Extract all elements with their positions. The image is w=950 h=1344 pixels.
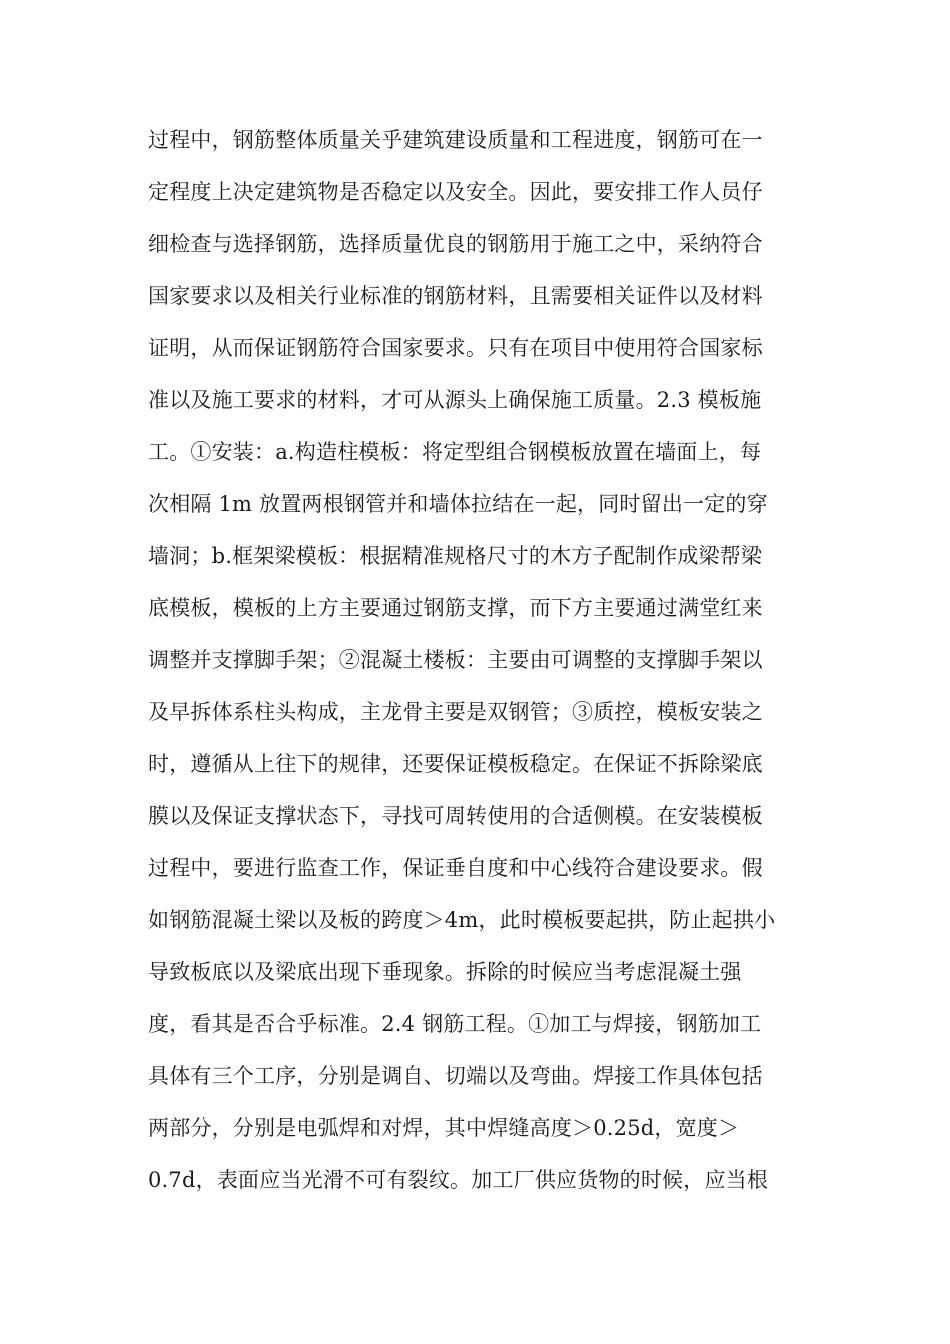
text-line: 底模板，模板的上方主要通过钢筋支撑，而下方主要通过满堂红来 bbox=[148, 596, 763, 620]
text-line: 具体有三个工序，分别是调自、切端以及弯曲。焊接工作具体包括 bbox=[148, 1064, 763, 1088]
text-line: 两部分，分别是电弧焊和对焊，其中焊缝高度＞0.25d，宽度＞ bbox=[148, 1116, 740, 1140]
text-line: 过程中，要进行监查工作，保证垂自度和中心线符合建设要求。假 bbox=[148, 856, 763, 880]
text-line: 度，看其是否合乎标准。2.4 钢筋工程。①加工与焊接，钢筋加工 bbox=[148, 1012, 762, 1036]
text-line: 膜以及保证支撑状态下，寻找可周转使用的合适侧模。在安装模板 bbox=[148, 804, 763, 828]
text-line: 次相隔 1m 放置两根钢管并和墙体拉结在一起，同时留出一定的穿 bbox=[148, 492, 768, 516]
text-line: 准以及施工要求的材料，才可从源头上确保施工质量。2.3 模板施 bbox=[148, 388, 762, 412]
text-line: 0.7d，表面应当光滑不可有裂纹。加工厂供应货物的时候，应当根 bbox=[148, 1168, 769, 1192]
text-line: 细检查与选择钢筋，选择质量优良的钢筋用于施工之中，采纳符合 bbox=[148, 232, 763, 256]
text-line: 及早拆体系柱头构成，主龙骨主要是双钢管；③质控，模板安装之 bbox=[148, 700, 763, 724]
body-text bbox=[148, 114, 808, 1206]
text-line: 证明，从而保证钢筋符合国家要求。只有在项目中使用符合国家标 bbox=[148, 336, 763, 360]
text-line: 调整并支撑脚手架；②混凝土楼板：主要由可调整的支撑脚手架以 bbox=[148, 648, 763, 672]
text-line: 过程中，钢筋整体质量关乎建筑建设质量和工程进度，钢筋可在一 bbox=[148, 128, 763, 152]
text-line: 墙洞；b.框架梁模板：根据精准规格尺寸的木方子配制作成梁帮梁 bbox=[148, 544, 763, 568]
text-line: 时，遵循从上往下的规律，还要保证模板稳定。在保证不拆除梁底 bbox=[148, 752, 763, 776]
text-line: 定程度上决定建筑物是否稳定以及安全。因此，要安排工作人员仔 bbox=[148, 180, 763, 204]
text-line: 导致板底以及梁底出现下垂现象。拆除的时候应当考虑混凝土强 bbox=[148, 960, 742, 984]
text-line: 工。①安装：a.构造柱模板：将定型组合钢模板放置在墙面上，每 bbox=[148, 440, 762, 464]
text-line: 国家要求以及相关行业标准的钢筋材料，且需要相关证件以及材料 bbox=[148, 284, 763, 308]
text-line: 如钢筋混凝土梁以及板的跨度＞4m，此时模板要起拱，防止起拱小 bbox=[148, 908, 776, 932]
